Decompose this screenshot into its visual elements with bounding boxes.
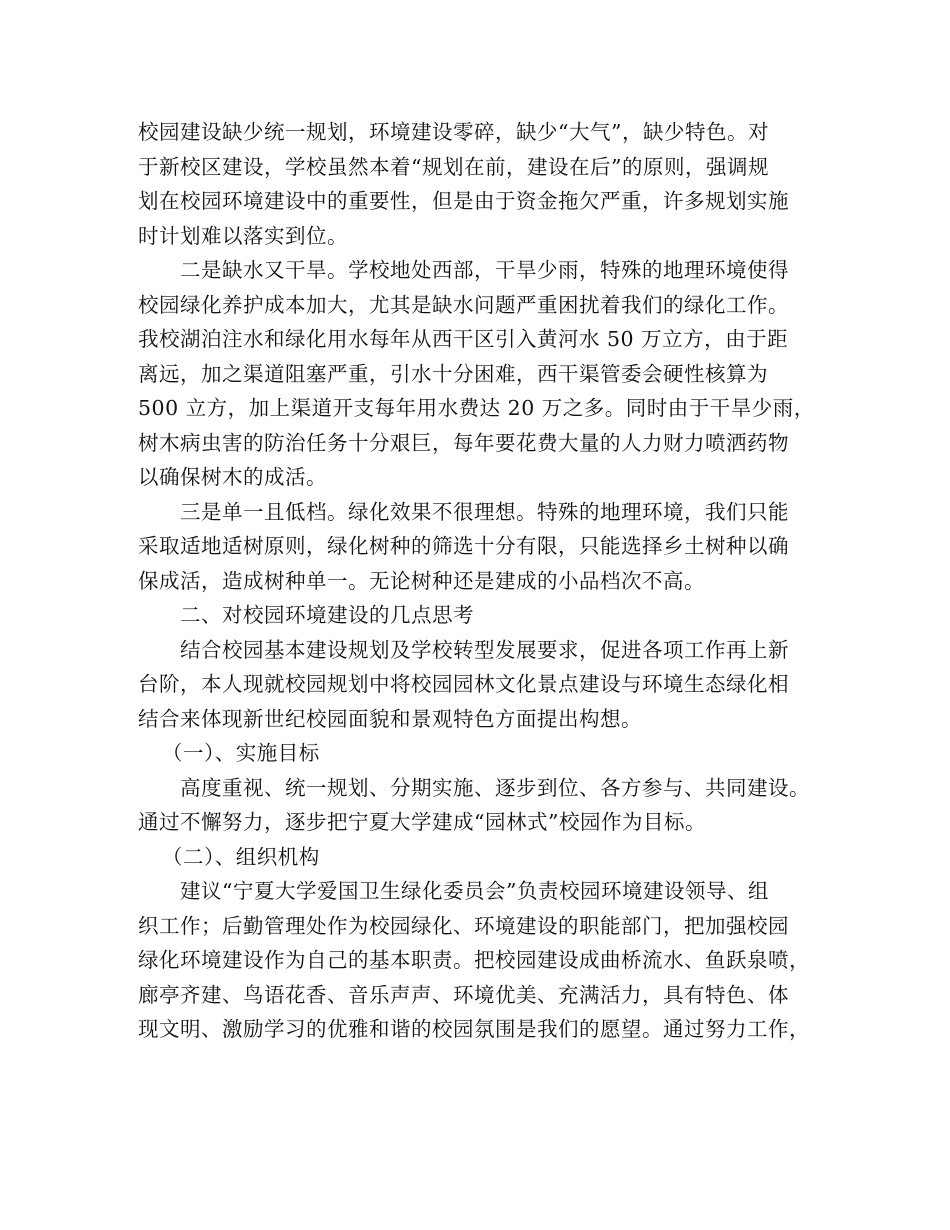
subsection-heading: （一）、实施目标	[162, 741, 320, 765]
subsection-heading: （二）、组织机构	[162, 845, 320, 869]
text-line: 于新校区建设，学校虽然本着“规划在前，建设在后”的原则，强调规	[138, 155, 769, 179]
text-line: 校园绿化养护成本加大，尤其是缺水问题严重困扰着我们的绿化工作。	[138, 293, 789, 317]
text-line: 二是缺水又干旱。学校地处西部，干旱少雨，特殊的地理环境使得	[180, 258, 789, 282]
text-line: 划在校园环境建设中的重要性，但是由于资金拖欠严重，许多规划实施	[138, 189, 789, 213]
text-line: 织工作；后勤管理处作为校园绿化、环境建设的职能部门，把加强校园	[138, 914, 789, 938]
text-line: 时计划难以落实到位。	[138, 224, 348, 248]
text-line: 绿化环境建设作为自己的基本职责。把校园建设成曲桥流水、鱼跃泉喷，	[138, 948, 810, 972]
text-line: 以确保树木的成活。	[138, 465, 327, 489]
section-heading: 二、对校园环境建设的几点思考	[180, 603, 474, 627]
text-line: 500 立方，加上渠道开支每年用水费达 20 万之多。同时由于干旱少雨，	[138, 396, 815, 420]
text-line: 保成活，造成树种单一。无论树种还是建成的小品档次不高。	[138, 569, 705, 593]
text-line: 结合校园基本建设规划及学校转型发展要求，促进各项工作再上新	[180, 638, 789, 662]
text-line: 台阶，本人现就校园规划中将校园园林文化景点建设与环境生态绿化相	[138, 672, 789, 696]
text-line: 离远，加之渠道阻塞严重，引水十分困难，西干渠管委会硬性核算为	[138, 362, 768, 386]
text-line: 现文明、激励学习的优雅和谐的校园氛围是我们的愿望。通过努力工作，	[138, 1017, 810, 1041]
text-line: 采取适地适树原则，绿化树种的筛选十分有限，只能选择乡土树种以确	[138, 534, 789, 558]
text-line: 结合来体现新世纪校园面貌和景观特色方面提出构想。	[138, 707, 642, 731]
text-line: 树木病虫害的防治任务十分艰巨，每年要花费大量的人力财力喷洒药物	[138, 431, 789, 455]
text-line: 校园建设缺少统一规划，环境建设零碎，缺少“大气”，缺少特色。对	[138, 120, 769, 144]
text-line: 廊亭齐建、鸟语花香、音乐声声、环境优美、充满活力，具有特色、体	[138, 983, 789, 1007]
text-line: 三是单一且低档。绿化效果不很理想。特殊的地理环境，我们只能	[180, 500, 789, 524]
text-line: 高度重视、统一规划、分期实施、逐步到位、各方参与、共同建设。	[180, 776, 810, 800]
text-line: 我校湖泊注水和绿化用水每年从西干区引入黄河水 50 万立方，由于距	[138, 327, 789, 351]
text-line: 通过不懈努力，逐步把宁夏大学建成“园林式”校园作为目标。	[138, 810, 706, 834]
text-line: 建议“宁夏大学爱国卫生绿化委员会”负责校园环境建设领导、组	[180, 879, 769, 903]
